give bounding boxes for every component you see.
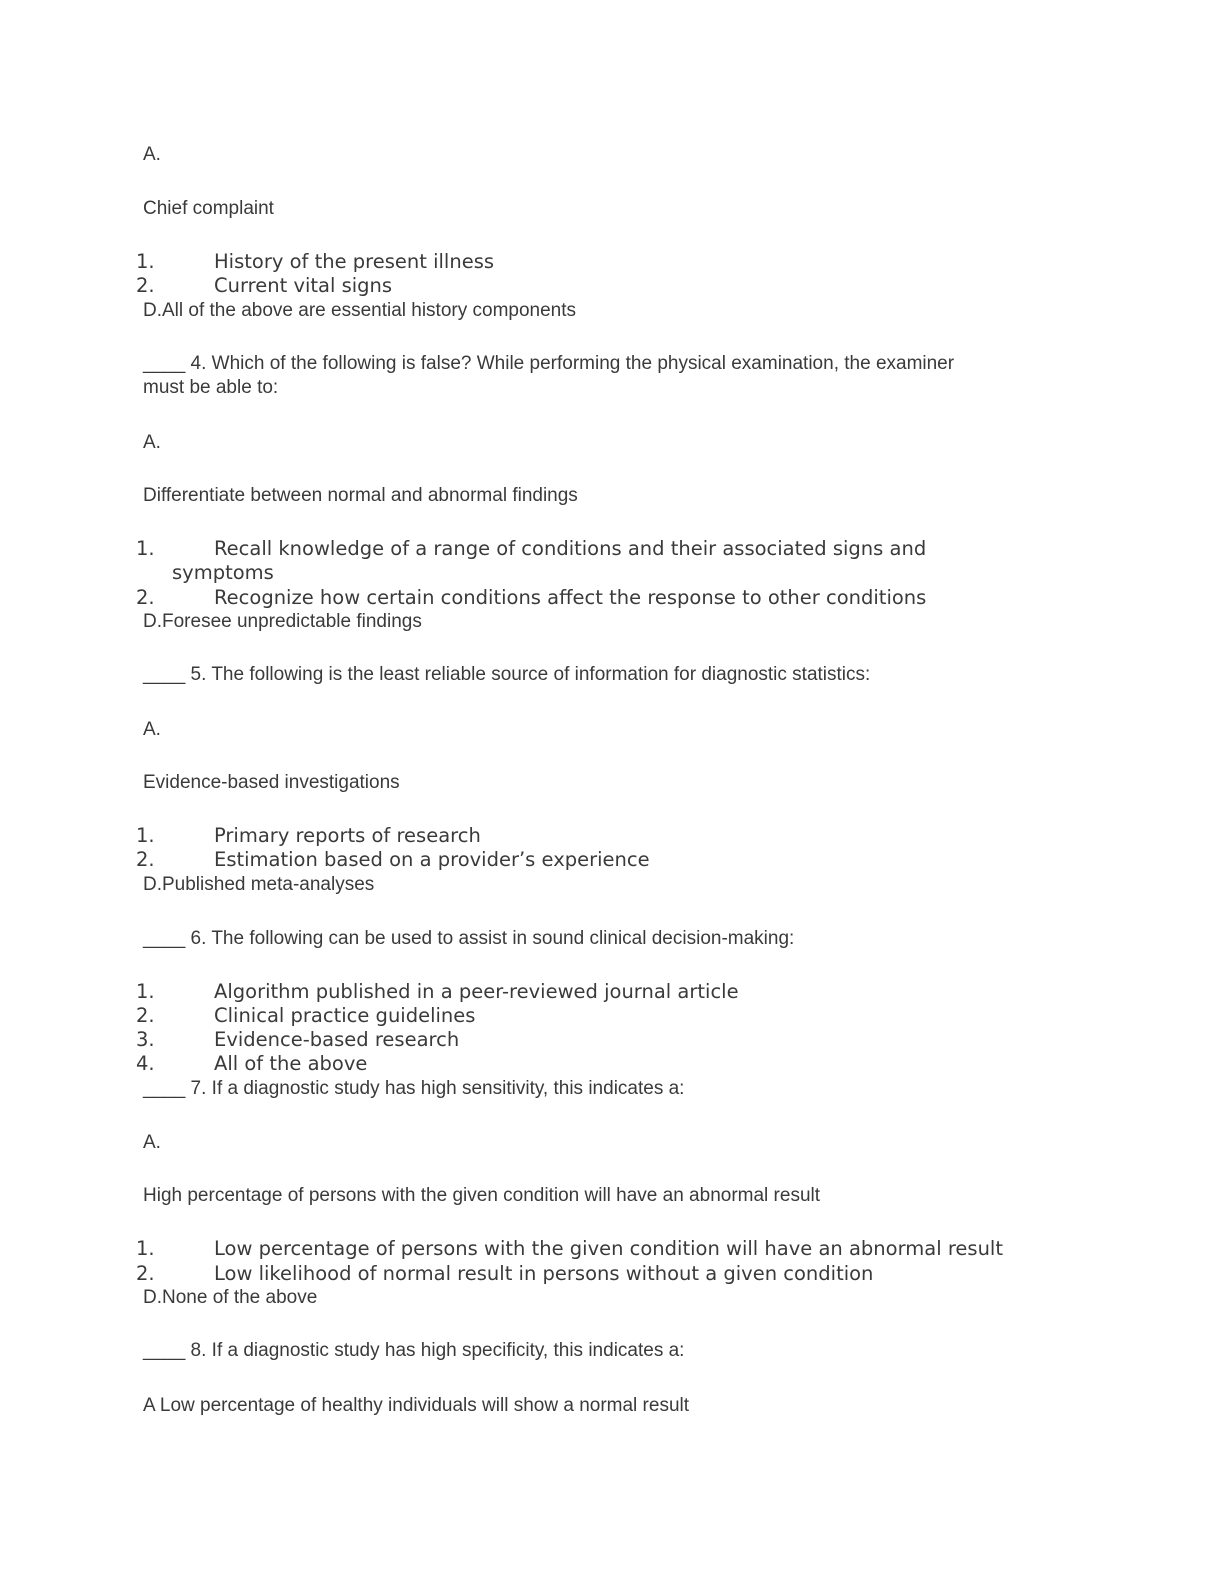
q5-option-a-text: Evidence-based investigations [143, 772, 400, 793]
list-text: All of the above [214, 1052, 368, 1075]
list-text: Recall knowledge of a range of conditions and their associated signs and [214, 537, 927, 560]
list-text: Low percentage of persons with the given condition will have an abnormal result [214, 1237, 1003, 1260]
list-text: History of the present illness [214, 250, 495, 273]
q5-option-a-label: A. [143, 719, 161, 740]
list-text-continuation: symptoms [172, 561, 274, 584]
list-number: 1. [136, 824, 155, 847]
q6-question: ____ 6. The following can be used to assist in sound clinical decision-making: [143, 928, 795, 949]
list-number: 1. [136, 250, 155, 273]
q4-question-line-1: ____ 4. Which of the following is false? While performing the physical examination, the examiner [143, 353, 955, 374]
q4-option-d-text: D.Foresee unpredictable findings [143, 611, 422, 632]
q5-list-item-1 [136, 824, 481, 848]
list-number: 1. [136, 537, 155, 560]
list-number: 2. [136, 1004, 155, 1027]
list-text: Current vital signs [214, 274, 393, 297]
q3-list-item-1 [136, 250, 494, 274]
list-number: 2. [136, 586, 155, 609]
q6-list-item-1 [136, 980, 739, 1004]
q5-question: ____ 5. The following is the least reliable source of information for diagnostic statistics: [143, 664, 871, 685]
list-text: Algorithm published in a peer-reviewed journal article [214, 980, 739, 1003]
list-number: 2. [136, 848, 155, 871]
q5-list-item-2 [136, 848, 650, 872]
q4-option-a-label: A. [143, 432, 161, 453]
q8-option-a-text: A Low percentage of healthy individuals will show a normal result [143, 1395, 690, 1416]
list-number: 3. [136, 1028, 155, 1051]
q3-list-item-2 [136, 274, 392, 298]
q3-option-a-label: A. [143, 144, 161, 165]
q4-question-line-2: must be able to: [143, 377, 279, 398]
q7-option-a-text: High percentage of persons with the given condition will have an abnormal result [143, 1185, 821, 1206]
list-number: 2. [136, 1262, 155, 1285]
list-number: 1. [136, 980, 155, 1003]
q8-question: ____ 8. If a diagnostic study has high specificity, this indicates a: [143, 1340, 685, 1361]
q7-option-d-text: D.None of the above [143, 1287, 318, 1308]
q4-list-item-1 [136, 537, 926, 585]
q6-list-item-4 [136, 1052, 367, 1076]
q5-option-d-text: D.Published meta-analyses [143, 874, 375, 895]
list-text: Clinical practice guidelines [214, 1004, 476, 1027]
list-number: 4. [136, 1052, 155, 1075]
q7-list-item-1 [136, 1237, 1003, 1261]
q6-list-item-2 [136, 1004, 475, 1028]
q3-option-a-text: Chief complaint [143, 198, 274, 219]
list-number: 2. [136, 274, 155, 297]
list-text: Evidence-based research [214, 1028, 460, 1051]
list-text: Estimation based on a provider’s experience [214, 848, 650, 871]
q7-list-item-2 [136, 1262, 873, 1286]
list-text: Recognize how certain conditions affect the response to other conditions [214, 586, 927, 609]
q3-option-d-text: D.All of the above are essential history components [143, 300, 577, 321]
list-number: 1. [136, 1237, 155, 1260]
list-text: Primary reports of research [214, 824, 481, 847]
q7-question: ____ 7. If a diagnostic study has high sensitivity, this indicates a: [143, 1078, 685, 1099]
q4-option-a-text: Differentiate between normal and abnormal findings [143, 485, 578, 506]
q6-list-item-3 [136, 1028, 459, 1052]
q7-option-a-label: A. [143, 1132, 161, 1153]
list-text: Low likelihood of normal result in persons without a given condition [214, 1262, 874, 1285]
q4-list-item-2 [136, 586, 926, 610]
